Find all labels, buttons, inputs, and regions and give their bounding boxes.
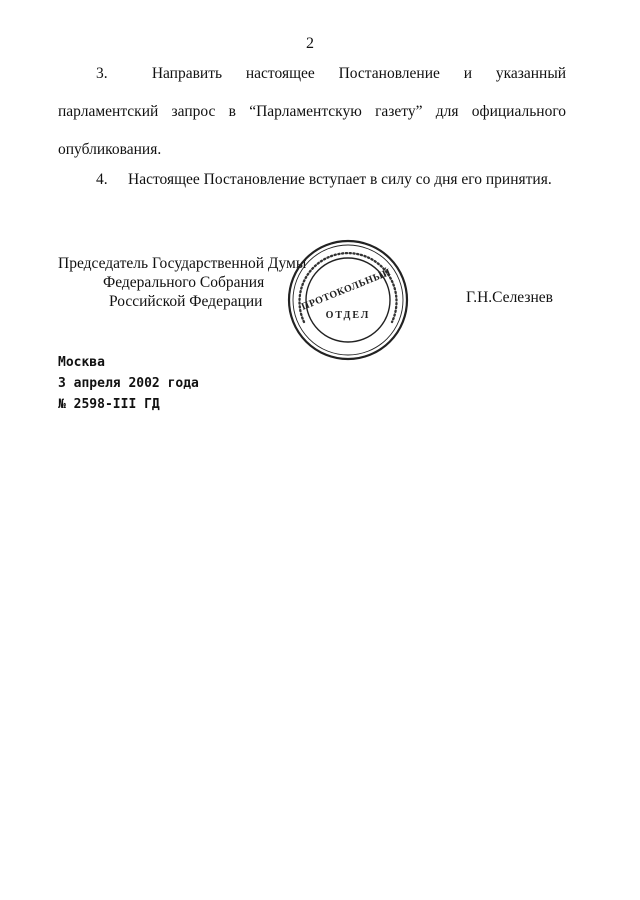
- document-footer: [58, 352, 199, 415]
- signatory-name: Г.Н.Селезнев: [466, 289, 553, 306]
- clause-4-line-1: [58, 161, 566, 199]
- clause-number: 3.: [96, 65, 108, 82]
- clause-3-line-2: [58, 93, 566, 131]
- signatory-position-line: Председатель Государственной Думы: [58, 255, 307, 272]
- word: газету”: [375, 103, 423, 120]
- signatory-position: [58, 254, 308, 311]
- word: Постановление: [338, 65, 440, 82]
- word: “Парламентскую: [249, 103, 362, 120]
- word: указанный: [495, 65, 567, 82]
- word: и: [463, 65, 472, 82]
- signatory-position-line: Российской Федерации: [109, 293, 263, 310]
- word: официального: [471, 103, 567, 120]
- page-number: 2: [306, 35, 314, 52]
- signatory-position-line: Федерального Собрания: [103, 274, 265, 291]
- word: для: [435, 103, 459, 120]
- official-seal-stamp: [286, 238, 410, 362]
- seal-center-line: ОТДЕЛ: [325, 310, 371, 321]
- clause-3-line-1: [58, 55, 566, 93]
- word: в: [228, 103, 236, 120]
- word: Направить: [151, 65, 223, 82]
- seal-center-text: [300, 266, 393, 313]
- date: 3 апреля 2002 года: [58, 376, 199, 391]
- document-number: № 2598-III ГД: [58, 397, 160, 412]
- seal-center-line: ПРОТОКОЛЬНЫЙ: [299, 266, 393, 313]
- clause-text: Настоящее Постановление вступает в силу со дня его принятия.: [128, 171, 552, 188]
- word: опубликования.: [58, 141, 162, 158]
- clause-3: [58, 55, 566, 169]
- clause-4: [58, 161, 566, 199]
- word: парламентский: [58, 103, 159, 120]
- word: запрос: [171, 103, 216, 120]
- place: Москва: [58, 355, 105, 370]
- word: настоящее: [245, 65, 315, 82]
- clause-number: 4.: [96, 171, 108, 188]
